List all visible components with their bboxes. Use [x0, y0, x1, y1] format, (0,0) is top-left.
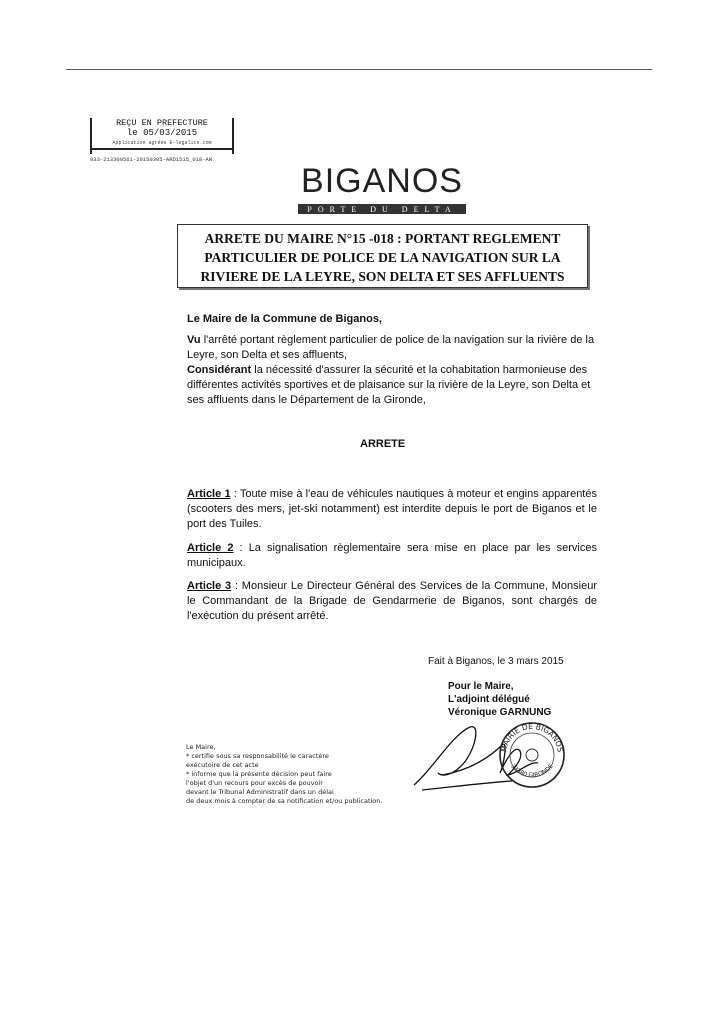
- considerant-label: Considérant: [187, 364, 252, 376]
- title-line: RIVIERE DE LA LEYRE, SON DELTA ET SES AFFLUENTS: [200, 269, 565, 284]
- cert-line: l'objet d'un recours pour excès de pouvoir: [186, 779, 323, 787]
- cert-line: devant le Tribunal Administratif dans un délai: [186, 788, 334, 796]
- vu-label: Vu: [187, 334, 201, 346]
- vu-paragraph: [187, 333, 597, 363]
- decree-title: [177, 224, 588, 288]
- article-2: [187, 541, 597, 571]
- preamble: [187, 333, 597, 408]
- logo-wordmark: BIGANOS: [301, 162, 463, 200]
- intro-line: Le Maire de la Commune de Biganos,: [187, 313, 382, 325]
- article-text: : Toute mise à l'eau de véhicules nautiques à moteur et engins apparentés (scooters des mers, jet-ski notamment) est interdite depuis le port de Biganos et le port des Tuiles.: [187, 488, 597, 530]
- article-label: Article 1: [187, 488, 231, 500]
- signatory-line-2: L'adjoint délégué: [448, 694, 530, 705]
- cert-line: de deux mois à compter de sa notification et/ou publication.: [186, 797, 383, 805]
- handwritten-signature: [414, 727, 538, 790]
- title-line: ARRETE DU MAIRE N°15 -018 : PORTANT REGLEMENT: [204, 231, 561, 246]
- svg-text:MAIRIE DE BIGANOS: [499, 722, 565, 753]
- top-rule: [66, 69, 652, 70]
- cert-line: * informe que la présente décision peut faire: [186, 770, 332, 778]
- article-text: : Monsieur Le Directeur Général des Services de la Commune, Monsieur le Commandant de la Brigade de Gendarmerie de Biganos, sont chargés de l'exécution du présent arrêté.: [187, 580, 597, 622]
- logo-tagline: PORTE DU DELTA: [307, 205, 457, 214]
- article-label: Article 3: [187, 580, 232, 592]
- signing-date: Fait à Biganos, le 3 mars 2015: [428, 656, 564, 667]
- vu-text: l'arrêté portant règlement particulier de police de la navigation sur la rivière de la Leyre, son Delta et ses affluents,: [187, 334, 595, 361]
- article-text: : La signalisation règlementaire sera mise en place par les services municipaux.: [187, 542, 597, 569]
- cert-line: Le Maire,: [186, 743, 216, 751]
- title-line: PARTICULIER DE POLICE DE LA NAVIGATION SUR LA: [204, 250, 561, 265]
- stamp-reference: 033-213300561-20150305-ARD1515_018-AR: [90, 156, 213, 163]
- signature-and-seal: [412, 715, 582, 795]
- seal-bottom-text: 33380 GIRONDE: [509, 762, 555, 780]
- svg-text:33380 GIRONDE: [509, 763, 555, 779]
- biganos-logo: [298, 160, 466, 216]
- signatory-name: Véronique GARNUNG: [448, 707, 552, 718]
- stamp-date: le 05/03/2015: [126, 128, 198, 138]
- decree-heading: ARRETE: [360, 438, 406, 450]
- article-label: Article 2: [187, 542, 234, 554]
- stamp-received: REÇU EN PREFECTURE: [116, 118, 208, 128]
- article-3: [187, 579, 597, 624]
- cert-line: exécutoire de cet acte: [186, 761, 259, 769]
- article-1: [187, 487, 597, 532]
- certification-note: [186, 743, 406, 806]
- considerant-text: la nécessité d'assurer la sécurité et la cohabitation harmonieuse des différentes activités sportives et de plaisance sur la rivière de la Leyre, son Delta et ses affluents dans le Département de la Gironde,: [187, 364, 591, 406]
- cert-line: * certifie sous sa responsabilité le caractère: [186, 752, 329, 760]
- signatory: [448, 680, 551, 719]
- signatory-line-1: Pour le Maire,: [448, 681, 514, 692]
- stamp-application: Application agréée E-legalite.com: [92, 139, 232, 150]
- considerant-paragraph: [187, 363, 597, 408]
- prefecture-stamp: [90, 118, 234, 154]
- seal-top-text: MAIRIE DE BIGANOS: [499, 721, 565, 753]
